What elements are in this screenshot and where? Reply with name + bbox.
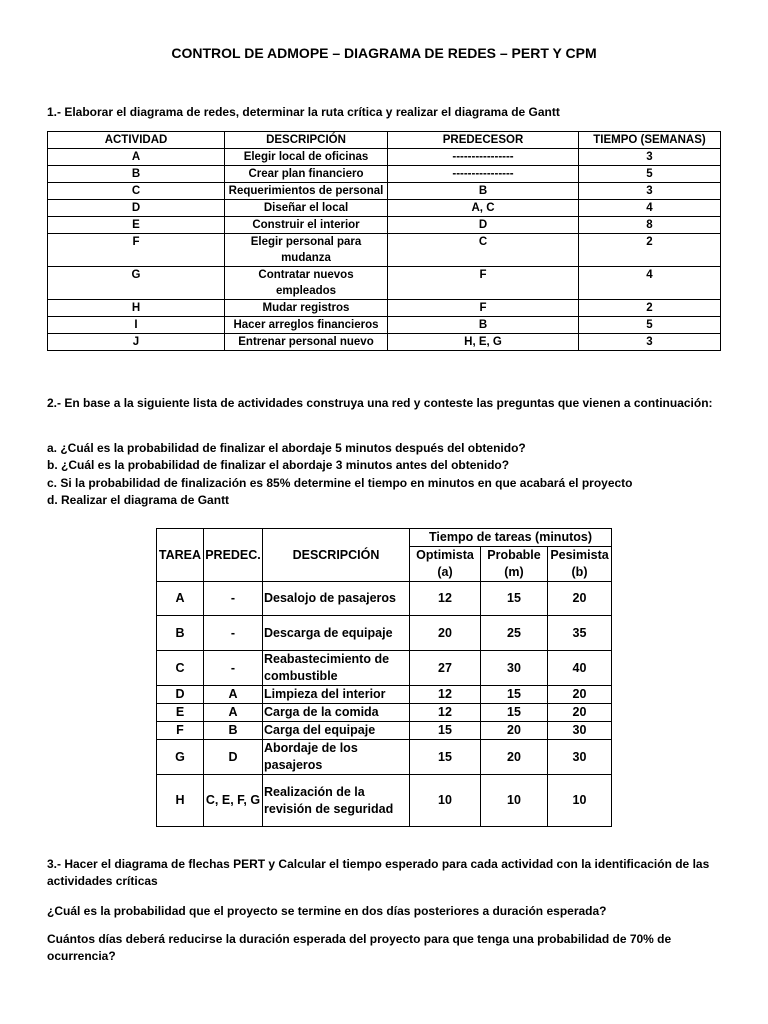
- cell-optimista: 12: [410, 704, 481, 722]
- question-2b: b. ¿Cuál es la probabilidad de finalizar el abordaje 3 minutos antes del obtenido?: [47, 458, 510, 472]
- cell-probable: 15: [481, 686, 548, 704]
- cell-optimista: 15: [410, 740, 481, 775]
- cell-descripcion: Hacer arreglos financieros: [225, 317, 388, 334]
- table-row: [157, 651, 612, 686]
- cell-tiempo: 5: [579, 317, 721, 334]
- cell-descripcion: Elegir local de oficinas: [225, 149, 388, 166]
- cell-predecesor: D: [388, 217, 579, 234]
- cell-tiempo: 3: [579, 183, 721, 200]
- table-row: [48, 200, 721, 217]
- cell-optimista: 20: [410, 616, 481, 651]
- table-row: [48, 334, 721, 351]
- cell-predec: A: [204, 686, 263, 704]
- cell-descripcion: Desalojo de pasajeros: [263, 582, 410, 616]
- cell-probable: 20: [481, 740, 548, 775]
- cell-descripcion: Contratar nuevos empleados: [225, 267, 388, 300]
- table-row: [157, 740, 612, 775]
- header-optimista: [410, 547, 481, 582]
- cell-descripcion: Elegir personal para mudanza: [225, 234, 388, 267]
- question-2-intro: 2.- En base a la siguiente lista de actividades construya una red y conteste las preguntas que vienen a continuación:: [47, 396, 713, 410]
- header-tiempo: TIEMPO (SEMANAS): [579, 132, 721, 149]
- cell-probable: 10: [481, 775, 548, 827]
- cell-pesimista: 30: [548, 722, 612, 740]
- question-2d: d. Realizar el diagrama de Gantt: [47, 493, 230, 507]
- table-row: [48, 317, 721, 334]
- cell-probable: 30: [481, 651, 548, 686]
- cell-tiempo: 2: [579, 300, 721, 317]
- cell-tarea: E: [157, 704, 204, 722]
- cell-descripcion: Entrenar personal nuevo: [225, 334, 388, 351]
- cell-predecesor: H, E, G: [388, 334, 579, 351]
- header-pesimista: [548, 547, 612, 582]
- cell-predecesor: A, C: [388, 200, 579, 217]
- cell-tiempo: 3: [579, 334, 721, 351]
- cell-predecesor: C: [388, 234, 579, 267]
- cell-actividad: B: [48, 166, 225, 183]
- header-descripcion: DESCRIPCIÓN: [263, 529, 410, 582]
- table-row: [48, 300, 721, 317]
- table-row: [157, 616, 612, 651]
- question-1: 1.- Elaborar el diagrama de redes, determinar la ruta crítica y realizar el diagrama de Gantt: [47, 105, 560, 119]
- optimista-label: Optimista: [416, 548, 474, 562]
- question-2c: c. Si la probabilidad de finalización es 85% determine el tiempo en minutos en que acabará el proyecto: [47, 476, 633, 490]
- cell-pesimista: 20: [548, 582, 612, 616]
- pesimista-label: Pesimista: [550, 548, 609, 562]
- tasks-table: [156, 528, 612, 827]
- cell-predecesor: B: [388, 183, 579, 200]
- cell-descripcion: Mudar registros: [225, 300, 388, 317]
- cell-actividad: E: [48, 217, 225, 234]
- table-row: [48, 166, 721, 183]
- activities-table-body: [48, 149, 721, 351]
- cell-predecesor: B: [388, 317, 579, 334]
- table-row: [157, 775, 612, 827]
- page-title: CONTROL DE ADMOPE – DIAGRAMA DE REDES – PERT Y CPM: [171, 45, 597, 61]
- cell-predec: D: [204, 740, 263, 775]
- cell-probable: 20: [481, 722, 548, 740]
- cell-tiempo: 3: [579, 149, 721, 166]
- header-tarea: TAREA: [157, 529, 204, 582]
- table-header-row: [48, 132, 721, 149]
- cell-tarea: A: [157, 582, 204, 616]
- cell-probable: 25: [481, 616, 548, 651]
- header-predec: PREDEC.: [204, 529, 263, 582]
- table-row: [157, 704, 612, 722]
- cell-pesimista: 40: [548, 651, 612, 686]
- cell-descripcion: Descarga de equipaje: [263, 616, 410, 651]
- cell-tiempo: 4: [579, 200, 721, 217]
- cell-predecesor: ----------------: [388, 166, 579, 183]
- cell-descripcion: Requerimientos de personal: [225, 183, 388, 200]
- question-3-p1: ¿Cuál es la probabilidad que el proyecto se termine en dos días posteriores a duración esperada?: [47, 904, 607, 918]
- table-row: [48, 267, 721, 300]
- cell-actividad: J: [48, 334, 225, 351]
- cell-actividad: G: [48, 267, 225, 300]
- probable-symbol: (m): [504, 565, 524, 579]
- cell-descripcion: Limpieza del interior: [263, 686, 410, 704]
- cell-predec: B: [204, 722, 263, 740]
- probable-label: Probable: [487, 548, 541, 562]
- cell-tarea: G: [157, 740, 204, 775]
- cell-predecesor: F: [388, 300, 579, 317]
- cell-tiempo: 4: [579, 267, 721, 300]
- cell-tarea: B: [157, 616, 204, 651]
- cell-descripcion: Realización de la revisión de seguridad: [263, 775, 410, 827]
- cell-actividad: D: [48, 200, 225, 217]
- header-actividad: ACTIVIDAD: [48, 132, 225, 149]
- table-row: [157, 582, 612, 616]
- header-tiempo-tareas: Tiempo de tareas (minutos): [410, 529, 612, 547]
- cell-predecesor: ----------------: [388, 149, 579, 166]
- question-2a: a. ¿Cuál es la probabilidad de finalizar el abordaje 5 minutos después del obtenido?: [47, 441, 526, 455]
- question-3-intro: 3.- Hacer el diagrama de flechas PERT y Calcular el tiempo esperado para cada actividad con la identificación de las actividades críticas: [47, 857, 710, 888]
- cell-descripcion: Reabastecimiento de combustible: [263, 651, 410, 686]
- cell-optimista: 15: [410, 722, 481, 740]
- cell-predec: A: [204, 704, 263, 722]
- cell-optimista: 12: [410, 686, 481, 704]
- header-predecesor: PREDECESOR: [388, 132, 579, 149]
- cell-predec: C, E, F, G: [204, 775, 263, 827]
- cell-optimista: 12: [410, 582, 481, 616]
- cell-tiempo: 2: [579, 234, 721, 267]
- cell-actividad: H: [48, 300, 225, 317]
- cell-tarea: F: [157, 722, 204, 740]
- table-row: [157, 722, 612, 740]
- cell-predec: -: [204, 616, 263, 651]
- cell-actividad: I: [48, 317, 225, 334]
- cell-pesimista: 20: [548, 704, 612, 722]
- table-row: [48, 183, 721, 200]
- cell-actividad: C: [48, 183, 225, 200]
- cell-pesimista: 30: [548, 740, 612, 775]
- table-row: [48, 217, 721, 234]
- activities-table: [47, 131, 721, 351]
- cell-pesimista: 20: [548, 686, 612, 704]
- cell-pesimista: 35: [548, 616, 612, 651]
- table-row: [157, 686, 612, 704]
- cell-tiempo: 5: [579, 166, 721, 183]
- cell-descripcion: Construir el interior: [225, 217, 388, 234]
- table-row: [48, 234, 721, 267]
- cell-descripcion: Carga del equipaje: [263, 722, 410, 740]
- cell-tarea: D: [157, 686, 204, 704]
- cell-descripcion: Abordaje de los pasajeros: [263, 740, 410, 775]
- cell-tarea: C: [157, 651, 204, 686]
- optimista-symbol: (a): [437, 565, 453, 579]
- header-descripcion: DESCRIPCIÓN: [225, 132, 388, 149]
- cell-predec: -: [204, 582, 263, 616]
- cell-tarea: H: [157, 775, 204, 827]
- cell-tiempo: 8: [579, 217, 721, 234]
- cell-optimista: 10: [410, 775, 481, 827]
- cell-actividad: F: [48, 234, 225, 267]
- cell-descripcion: Diseñar el local: [225, 200, 388, 217]
- cell-optimista: 27: [410, 651, 481, 686]
- cell-descripcion: Crear plan financiero: [225, 166, 388, 183]
- tasks-table-body: [157, 582, 612, 827]
- cell-probable: 15: [481, 582, 548, 616]
- table-row: [48, 149, 721, 166]
- cell-actividad: A: [48, 149, 225, 166]
- cell-predec: -: [204, 651, 263, 686]
- pesimista-symbol: (b): [571, 565, 588, 579]
- cell-pesimista: 10: [548, 775, 612, 827]
- cell-descripcion: Carga de la comida: [263, 704, 410, 722]
- table-header-row: [157, 529, 612, 547]
- cell-probable: 15: [481, 704, 548, 722]
- header-probable: [481, 547, 548, 582]
- question-3-p2: Cuántos días deberá reducirse la duración esperada del proyecto para que tenga una probabilidad de 70% de ocurrencia?: [47, 932, 672, 963]
- cell-predecesor: F: [388, 267, 579, 300]
